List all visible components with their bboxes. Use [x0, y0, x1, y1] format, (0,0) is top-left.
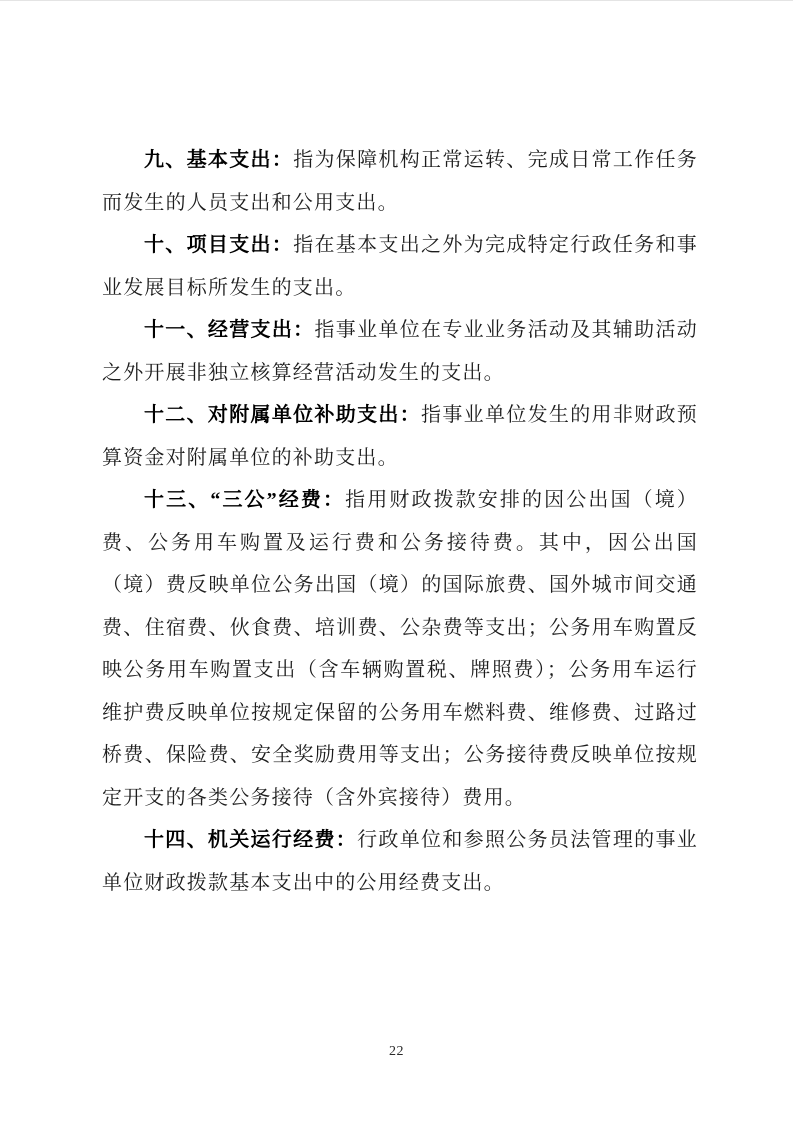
paragraph-lead: 十四、机关运行经费：: [144, 829, 358, 851]
paragraph: [102, 819, 698, 904]
paragraph: [102, 224, 698, 309]
paragraph-lead: 九、基本支出：: [144, 149, 294, 171]
document-body: [102, 139, 698, 904]
paragraph-body: 指用财政拨款安排的因公出国（境）费、公务用车购置及运行费和公务接待费。其中，因公出国（境）费反映单位公务出国（境）的国际旅费、国外城市间交通费、住宿费、伙食费、培训费、公杂费等支出；公务用车购置反映公务用车购置支出（含车辆购置税、牌照费）；公务用车运行维护费反映单位按规定保留的公务用车燃料费、维修费、过路过桥费、保险费、安全奖励费用等支出；公务接待费反映单位按规定开支的各类公务接待（含外宾接待）费用。: [102, 489, 699, 809]
paragraph-lead: 十一、经营支出：: [144, 319, 315, 341]
paragraph-lead: 十二、对附属单位补助支出：: [144, 404, 422, 426]
paragraph-body: 指为保障机构正常运转、完成日常工作任务而发生的人员支出和公用支出。: [102, 149, 698, 214]
paragraph-body: 指在基本支出之外为完成特定行政任务和事业发展目标所发生的支出。: [102, 234, 698, 299]
paragraph-body: 指事业单位发生的用非财政预算资金对附属单位的补助支出。: [102, 404, 698, 469]
paragraph: [102, 309, 698, 394]
paragraph-lead: 十三、“三公”经费：: [144, 489, 346, 511]
paragraph: [102, 479, 698, 819]
paragraph-body: 行政单位和参照公务员法管理的事业单位财政拨款基本支出中的公用经费支出。: [102, 829, 699, 894]
paragraph-body: 指事业单位在专业业务活动及其辅助活动之外开展非独立核算经营活动发生的支出。: [102, 319, 698, 384]
page-number: 22: [389, 1044, 404, 1059]
page-footer: [0, 1042, 793, 1060]
paragraph-lead: 十、项目支出：: [144, 234, 294, 256]
paragraph: [102, 394, 698, 479]
paragraph: [102, 139, 698, 224]
